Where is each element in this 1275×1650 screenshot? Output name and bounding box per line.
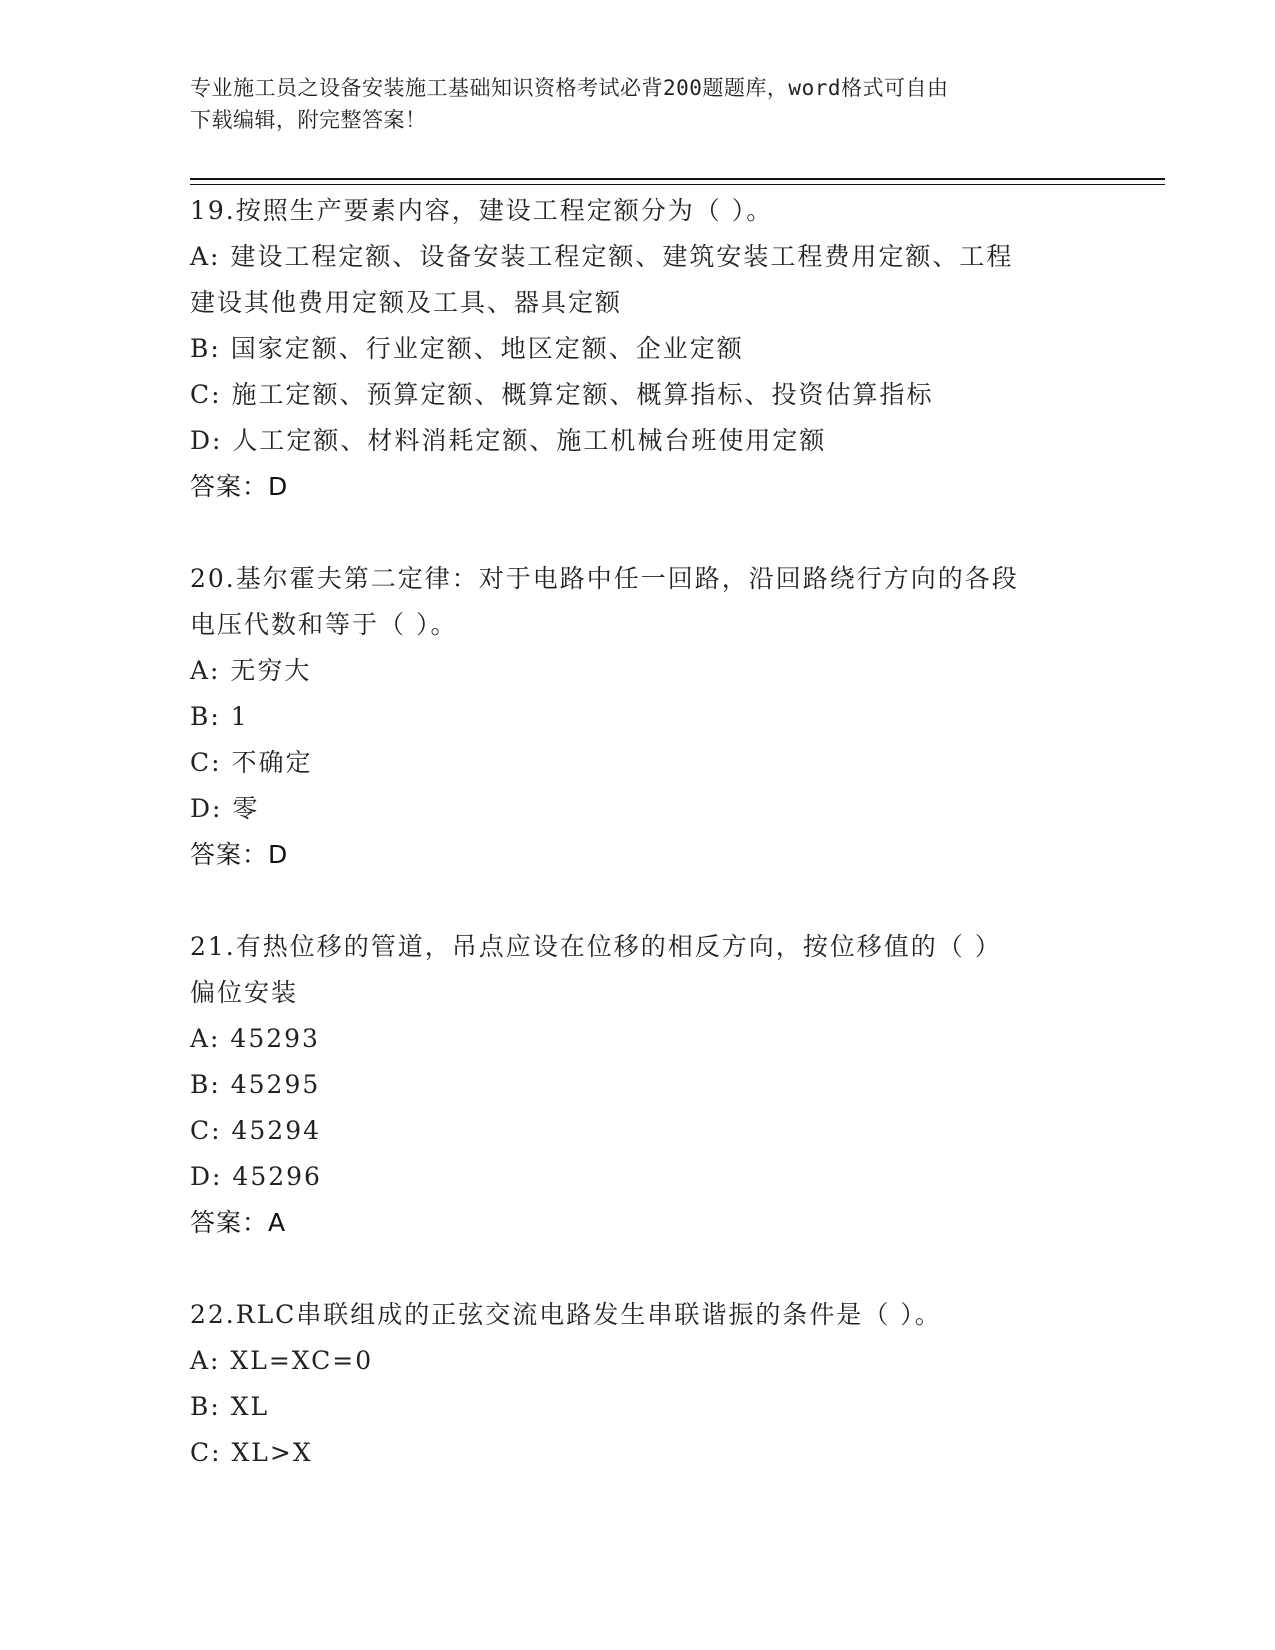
question-stem: 21.有热位移的管道，吊点应设在位移的相反方向，按位移值的（ ） <box>190 932 1002 961</box>
question-list <box>190 188 1090 1522</box>
header-line-1: 专业施工员之设备安装施工基础知识资格考试必背200题题库，word格式可自由 <box>190 76 949 100</box>
option-text: A: 建设工程定额、设备安装工程定额、建筑安装工程费用定额、工程 <box>190 242 1014 271</box>
option-text: D: 零 <box>190 794 260 823</box>
question-block <box>190 556 1090 878</box>
option-text: B: 1 <box>190 702 249 731</box>
option-text: A: XL=XC=0 <box>190 1346 374 1375</box>
option-text: A: 无穷大 <box>190 656 312 685</box>
option-text: B: 国家定额、行业定额、地区定额、企业定额 <box>190 334 744 363</box>
question-block <box>190 924 1090 1246</box>
answer-text: 答案：A <box>190 1208 287 1237</box>
question-block <box>190 188 1090 510</box>
header-divider-thin <box>190 184 1165 185</box>
option-text: C: 施工定额、预算定额、概算定额、概算指标、投资估算指标 <box>190 380 934 409</box>
option-text: B: 45295 <box>190 1070 321 1099</box>
option-text: C: 45294 <box>190 1116 322 1145</box>
header-divider-thick <box>190 178 1165 180</box>
question-block <box>190 1292 1090 1476</box>
question-stem: 电压代数和等于（ ）。 <box>190 610 458 639</box>
document-header <box>190 72 1090 136</box>
header-line-2: 下载编辑，附完整答案！ <box>190 108 427 132</box>
question-stem: 偏位安装 <box>190 978 299 1007</box>
option-text: A: 45293 <box>190 1024 320 1053</box>
question-stem: 20.基尔霍夫第二定律：对于电路中任一回路，沿回路绕行方向的各段 <box>190 564 1019 593</box>
option-text: 建设其他费用定额及工具、器具定额 <box>190 288 623 317</box>
option-text: C: 不确定 <box>190 748 313 777</box>
option-text: B: XL <box>190 1392 270 1421</box>
answer-text: 答案：D <box>190 840 289 869</box>
option-text: D: 人工定额、材料消耗定额、施工机械台班使用定额 <box>190 426 827 455</box>
question-stem: 22.RLC串联组成的正弦交流电路发生串联谐振的条件是（ ）。 <box>190 1300 942 1329</box>
option-text: C: XL>X <box>190 1438 313 1467</box>
answer-text: 答案：D <box>190 472 289 501</box>
option-text: D: 45296 <box>190 1162 322 1191</box>
question-stem: 19.按照生产要素内容，建设工程定额分为（ ）。 <box>190 196 774 225</box>
